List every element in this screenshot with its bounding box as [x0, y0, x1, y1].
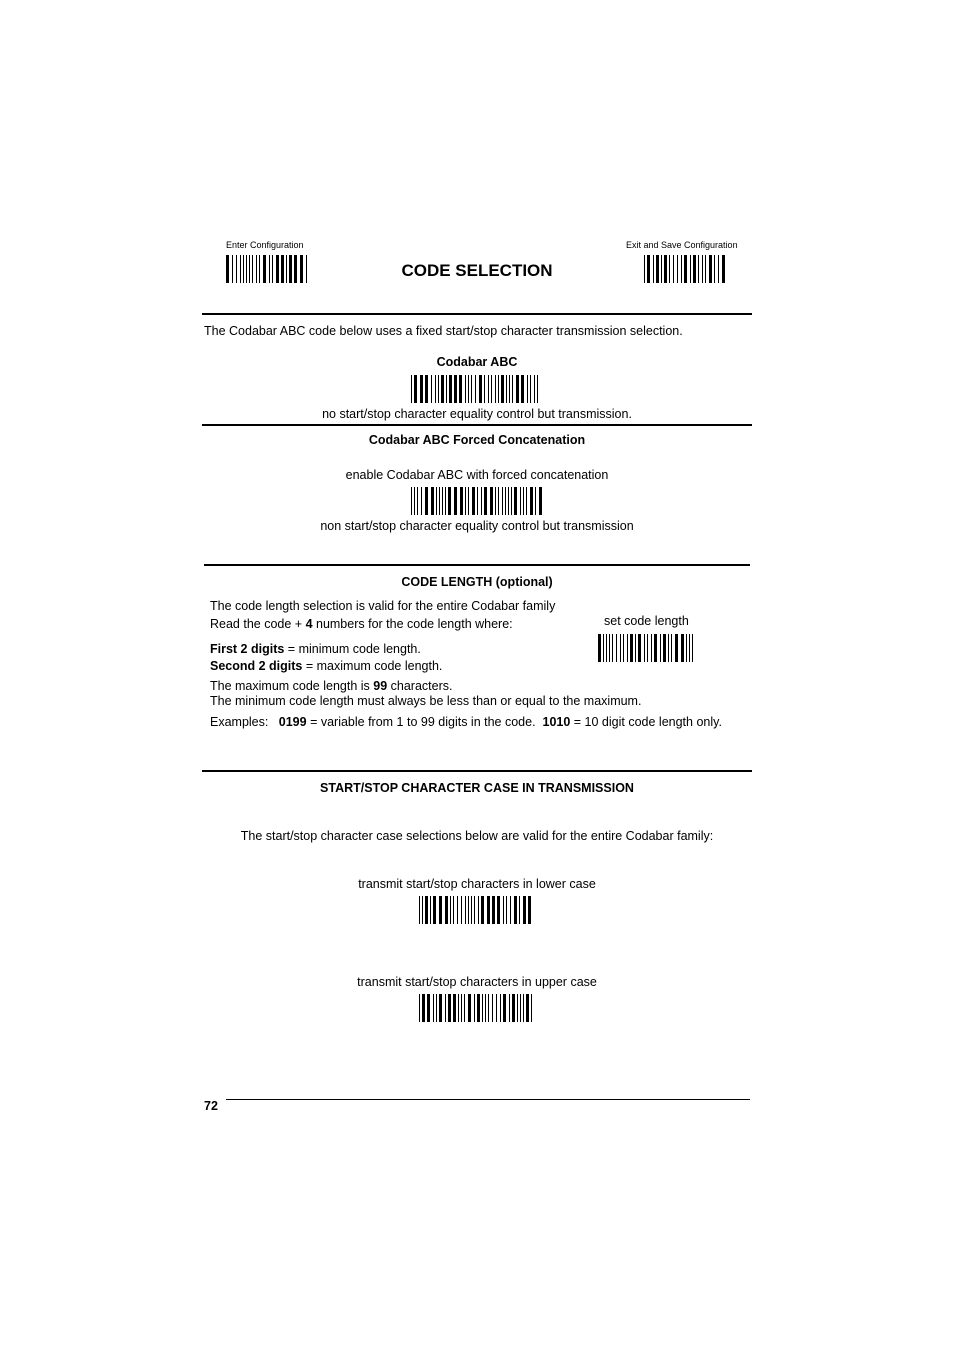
- start-stop-intro: The start/stop character case selections below are valid for the entire Codabar family:: [240, 829, 714, 843]
- section-divider: [204, 564, 750, 566]
- min-length-line: The minimum code length must always be less than or equal to the maximum.: [210, 694, 642, 708]
- forced-concatenation-barcode[interactable]: [411, 487, 543, 515]
- max-length-line: The maximum code length is 99 characters.: [210, 679, 453, 693]
- forced-concatenation-enable-label: enable Codabar ABC with forced concatenation: [345, 468, 609, 482]
- upper-case-label: transmit start/stop characters in upper case: [357, 975, 597, 989]
- codabar-abc-caption: no start/stop character equality control but transmission.: [322, 407, 632, 421]
- first-digits-line: First 2 digits = minimum code length.: [210, 642, 421, 656]
- page-number: 72: [204, 1099, 218, 1113]
- footer-rule: [226, 1099, 750, 1100]
- set-code-length-label: set code length: [604, 614, 689, 628]
- enter-configuration-label: Enter Configuration: [226, 240, 304, 250]
- set-code-length-barcode[interactable]: [598, 634, 697, 662]
- forced-concatenation-title: Codabar ABC Forced Concatenation: [368, 433, 586, 447]
- codabar-abc-intro: The Codabar ABC code below uses a fixed start/stop character transmission selection.: [204, 324, 683, 338]
- upper-case-barcode[interactable]: [419, 994, 535, 1022]
- section-divider: [202, 770, 752, 772]
- section-divider: [202, 313, 752, 315]
- exit-save-configuration-label: Exit and Save Configuration: [626, 240, 738, 250]
- forced-concatenation-caption: non start/stop character equality control but transmission: [320, 519, 634, 533]
- section-divider: [202, 424, 752, 426]
- codabar-abc-title: Codabar ABC: [436, 355, 518, 369]
- codabar-abc-barcode[interactable]: [411, 375, 543, 403]
- code-length-line-2: Read the code + 4 numbers for the code length where:: [210, 617, 513, 631]
- second-digits-line: Second 2 digits = maximum code length.: [210, 659, 443, 673]
- examples-line: Examples: 0199 = variable from 1 to 99 digits in the code. 1010 = 10 digit code length only.: [210, 715, 722, 729]
- lower-case-label: transmit start/stop characters in lower case: [358, 877, 596, 891]
- code-length-line-1: The code length selection is valid for the entire Codabar family: [210, 599, 556, 613]
- lower-case-barcode[interactable]: [419, 896, 535, 924]
- code-length-title: CODE LENGTH (optional): [401, 575, 553, 589]
- exit-save-configuration-barcode[interactable]: [644, 255, 728, 283]
- start-stop-title: START/STOP CHARACTER CASE IN TRANSMISSION: [320, 781, 634, 795]
- page-title: CODE SELECTION: [401, 261, 553, 280]
